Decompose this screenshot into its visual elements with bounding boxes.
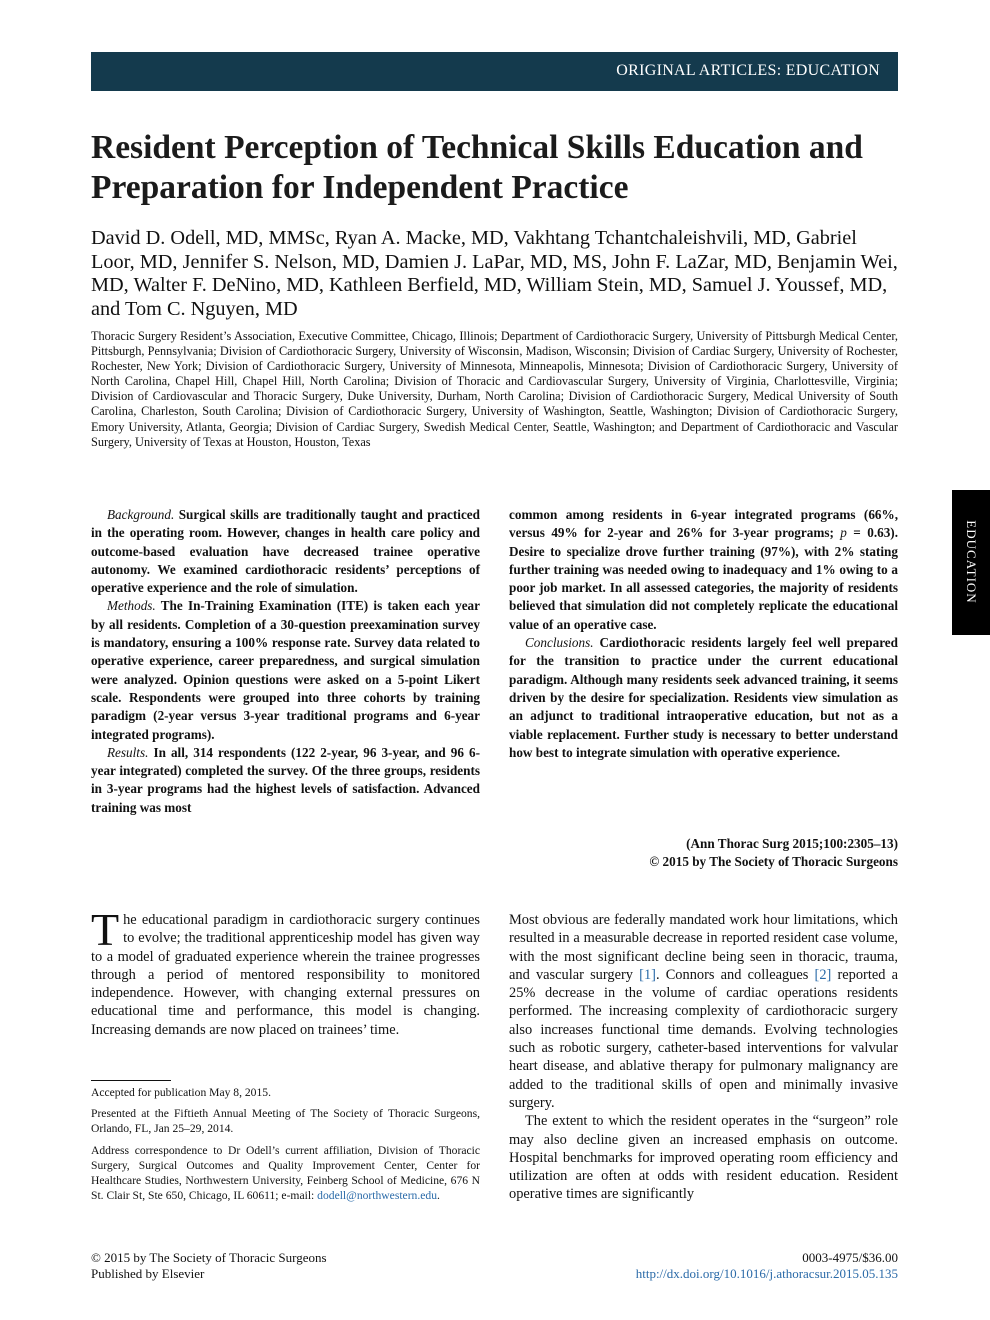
reference-link-2[interactable]: [2] bbox=[814, 966, 832, 983]
abstract-copyright: © 2015 by The Society of Thoracic Surgeons bbox=[649, 854, 898, 870]
abstract-right-column bbox=[509, 506, 898, 762]
footer-copyright: © 2015 by The Society of Thoracic Surgeons bbox=[91, 1250, 327, 1265]
methods-text: The In-Training Examination (ITE) is taken each year by all residents. Completion of a 30-question preexamination survey is mandatory, ensuring a 100% response rate. Survey data related to operative experience, career preparedness, and surgical simulation were analyzed. Opinion questions were asked on a 5-point Likert scale. Respondents were grouped into three cohorts by training paradigm (2-year versus 3-year traditional programs and 6-year integrated programs). bbox=[91, 598, 480, 742]
footer-publisher: Published by Elsevier bbox=[91, 1265, 205, 1281]
footnotes bbox=[91, 1085, 480, 1209]
p1-text-c: reported a 25% decrease in the volume of cardiac operations residents performed. The increasing complexity of cardiothoracic surgery also increases functional time demands. Evolving technologies such as robotic surgery, catheter-based interventions for valvular heart disease, and ablative therapy for pulmonary malignancy are added to the traditional skills of open and minimally invasive surgery. bbox=[509, 966, 898, 1111]
footer-price: 0003-4975/$36.00 bbox=[802, 1250, 898, 1265]
abstract-conclusions bbox=[509, 634, 898, 762]
conclusions-label: Conclusions. bbox=[525, 635, 594, 651]
abstract-methods bbox=[91, 597, 480, 743]
side-tab-label: EDUCATION bbox=[964, 520, 979, 604]
body-paragraph-1 bbox=[509, 911, 898, 1112]
results-label: Results. bbox=[107, 744, 149, 760]
abstract-background bbox=[91, 506, 480, 597]
p-value-symbol: p bbox=[840, 525, 847, 541]
abstract-results-continued bbox=[509, 506, 898, 634]
body-right-column bbox=[509, 911, 898, 1204]
results-text: In all, 314 respondents (122 2-year, 96 3-year, and 96 6-year integrated) completed the survey. Of the three groups, residents in 3-year programs had the highest levels of satisfaction. Advanced training was most bbox=[91, 744, 480, 815]
drop-cap: T bbox=[91, 904, 120, 955]
intro-paragraph bbox=[91, 904, 480, 1039]
results-cont-a: common among residents in 6-year integrated programs (66%, versus 49% for 2-year and 26% for 3-year programs; bbox=[509, 507, 898, 541]
author-list: David D. Odell, MD, MMSc, Ryan A. Macke, MD, Vakhtang Tchantchaleishvili, MD, Gabriel Loor, MD, Jennifer S. Nelson, MD, Damien J. LaPar, MD, MS, John F. LaZar, MD, Benjamin Wei, MD, Walter F. DeNino, MD, Kathleen Berfield, MD, William Stein, MD, Samuel J. Youssef, MD, and Tom C. Nguyen, MD bbox=[91, 227, 898, 321]
accepted-note: Accepted for publication May 8, 2015. bbox=[91, 1086, 271, 1099]
address-note bbox=[91, 1143, 480, 1204]
article-title: Resident Perception of Technical Skills Education and Preparation for Independent Practice bbox=[91, 129, 863, 206]
intro-text: he educational paradigm in cardiothoracic surgery continues to evolve; the traditional apprenticeship model has given way to a model of graduated experience wherein the trainee progresses through a period of mentored responsibility to monitored independence. However, with changing external pressures on educational time and performance, this model is changing. Increasing demands are now placed on trainees’ time. bbox=[91, 912, 480, 1038]
affiliations: Thoracic Surgery Resident’s Association, Executive Committee, Chicago, Illinois; Department of Cardiothoracic Surgery, University of Pittsburgh Medical Center, Pittsburgh, Pennsylvania; Division of Cardiothoracic Surgery, University of Wisconsin, Madison, Wisconsin; Division of Cardiac Surgery, University of Rochester, Rochester, New York; Division of Cardiothoracic Surgery, University of Minnesota, Minneapolis, Minnesota; Division of Cardiothoracic Surgery, University of North Carolina, Chapel Hill, Chapel Hill, North Carolina; Division of Thoracic and Cardiovascular Surgery, University of Virginia, Charlottesville, Virginia; Division of Cardiovascular and Thoracic Surgery, Duke University, Durham, North Carolina; Division of Cardiothoracic Surgery, Medical University of South Carolina, Charleston, South Carolina; Division of Cardiothoracic Surgery, University of Washington, Seattle, Washington; Division of Cardiothoracic Surgery, Emory University, Atlanta, Georgia; Division of Cardiac Surgery, Swedish Medical Center, Seattle, Washington; and Department of Cardiothoracic and Vascular Surgery, University of Texas at Houston, Houston, Texas bbox=[91, 329, 898, 449]
presented-note: Presented at the Fiftieth Annual Meeting of The Society of Thoracic Surgeons, Orlando, FL, Jan 25–29, 2014. bbox=[91, 1107, 480, 1136]
body-paragraph-2: The extent to which the resident operates in the “surgeon” role may also decline given an increased emphasis on outcome. Hospital benchmarks for improved operating room efficiency and utilization are often at odds with resident education. Resident operative times are significantly bbox=[509, 1113, 898, 1203]
background-label: Background. bbox=[107, 507, 175, 522]
journal-citation: (Ann Thorac Surg 2015;100:2305–13) bbox=[686, 836, 898, 851]
address-end: . bbox=[437, 1189, 440, 1203]
footer-right bbox=[636, 1250, 898, 1281]
methods-label: Methods. bbox=[107, 598, 156, 614]
background-text: Surgical skills are traditionally taught and practiced in the operating room. However, changes in health care policy and outcome-based evaluation have decreased trainee operative autonomy. We examined cardiothoracic residents’ perceptions of operative experience and the role of simulation. bbox=[91, 507, 480, 596]
results-cont-b: = 0.63). Desire to specialize drove further training (97%), with 2% stating further training was needed owing to inadequacy and 1% owing to a poor job market. In all assessed categories, the majority of residents believed that simulation did not completely replicate the educational value of an operative case. bbox=[509, 525, 898, 632]
conclusions-text: Cardiothoracic residents largely feel well prepared for the transition to practice under the current educational paradigm. Although many residents seek advanced training, it seems driven by the desire for specialization. Residents view simulation as an adjunct to traditional intraoperative education, but not as a viable replacement. Further study is necessary to better understand how best to integrate simulation with operative experience. bbox=[509, 635, 898, 760]
section-label: ORIGINAL ARTICLES: EDUCATION bbox=[616, 62, 880, 79]
section-banner bbox=[91, 52, 898, 91]
footnote-divider bbox=[91, 1080, 171, 1081]
p1-text-b: . Connors and colleagues bbox=[655, 966, 815, 983]
email-link[interactable]: dodell@northwestern.edu bbox=[317, 1189, 437, 1203]
doi-link[interactable]: http://dx.doi.org/10.1016/j.athoracsur.2015.05.135 bbox=[635, 1265, 898, 1281]
reference-link-1[interactable]: [1] bbox=[639, 966, 656, 983]
address-text: Address correspondence to Dr Odell’s current affiliation, Division of Thoracic Surgery, Surgical Outcomes and Quality Improvement Center, Center for Healthcare Studies, Northwestern University, Feinberg School of Medicine, 676 N St. Clair St, Ste 650, Chicago, IL 60611; e-mail: bbox=[91, 1143, 480, 1203]
body-left-column bbox=[91, 904, 480, 1039]
footer-left bbox=[91, 1250, 327, 1281]
abstract-results bbox=[91, 744, 480, 817]
citation-block bbox=[509, 835, 898, 872]
p1-text-a: Most obvious are federally mandated work hour limitations, which resulted in a measurable decrease in reported resident case volume, with the most significant decline being seen in thoracic, trauma, and vascular surgery bbox=[509, 912, 898, 983]
section-side-tab bbox=[952, 490, 990, 635]
abstract-left-column bbox=[91, 506, 480, 817]
